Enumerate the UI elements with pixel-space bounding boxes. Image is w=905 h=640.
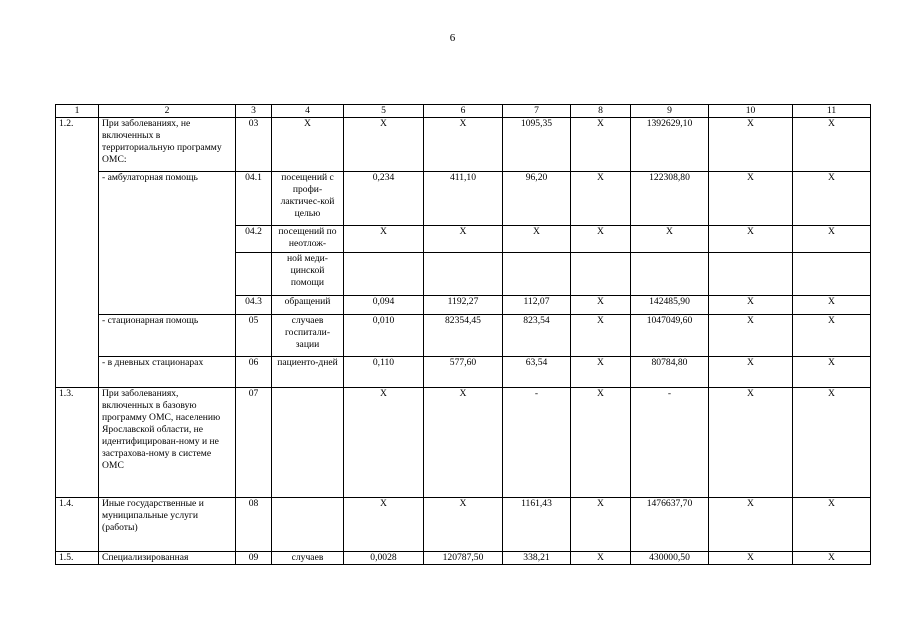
table-cell: 120787,50 (424, 552, 503, 565)
row-name: Иные государственные и муниципальные услуги (работы) (99, 498, 236, 552)
row-unit (272, 498, 344, 552)
table-cell (236, 253, 272, 296)
row-name: - в дневных стационарах (99, 357, 236, 388)
row-unit: случаев (272, 552, 344, 565)
header-cell: 9 (631, 105, 709, 118)
table-cell: Х (793, 388, 871, 498)
table-cell: Х (793, 296, 871, 315)
header-cell: 10 (709, 105, 793, 118)
row-number: 1.3. (56, 388, 99, 498)
table-cell: Х (709, 172, 793, 226)
budget-table (55, 104, 871, 565)
table-cell: 823,54 (503, 315, 571, 357)
row-unit: случаев госпитали-зации (272, 315, 344, 357)
table-cell: Х (571, 388, 631, 498)
table-row (56, 315, 871, 357)
table-cell: 1161,43 (503, 498, 571, 552)
table-cell: 0,094 (344, 296, 424, 315)
table-cell: 1095,35 (503, 118, 571, 172)
table-cell: 0,110 (344, 357, 424, 388)
table-cell: 430000,50 (631, 552, 709, 565)
table-cell: 338,21 (503, 552, 571, 565)
row-unit: посещений по неотлож- (272, 226, 344, 253)
row-unit: Х (272, 118, 344, 172)
row-name: Специализированная (99, 552, 236, 565)
header-cell: 11 (793, 105, 871, 118)
table-cell: 82354,45 (424, 315, 503, 357)
table-row (56, 498, 871, 552)
table-cell: Х (793, 357, 871, 388)
table-cell: Х (709, 226, 793, 253)
row-name: - амбулаторная помощь (99, 172, 236, 315)
row-name: При заболеваниях, включенных в базовую программу ОМС, населению Ярославской области, не идентифицирован-ному и не застрахова-ному в системе ОМС (99, 388, 236, 498)
table-cell: Х (709, 296, 793, 315)
table-cell (503, 253, 571, 296)
header-cell: 8 (571, 105, 631, 118)
table-cell: 0,010 (344, 315, 424, 357)
row-unit: обращений (272, 296, 344, 315)
table-cell (424, 253, 503, 296)
table-cell: 1192,27 (424, 296, 503, 315)
header-cell: 3 (236, 105, 272, 118)
header-cell: 7 (503, 105, 571, 118)
table-cell: Х (571, 226, 631, 253)
table-cell: Х (571, 498, 631, 552)
table-cell (709, 253, 793, 296)
page-number: 6 (449, 32, 456, 44)
row-number: 1.2. (56, 118, 99, 388)
row-number: 1.4. (56, 498, 99, 552)
row-code: 03 (236, 118, 272, 172)
table-cell: 1392629,10 (631, 118, 709, 172)
table-cell: Х (793, 552, 871, 565)
table-cell: 122308,80 (631, 172, 709, 226)
table-cell: Х (709, 118, 793, 172)
header-cell: 6 (424, 105, 503, 118)
row-unit (272, 388, 344, 498)
table-row (56, 357, 871, 388)
table-cell: Х (503, 226, 571, 253)
table-cell: - (503, 388, 571, 498)
table-cell: Х (344, 118, 424, 172)
table-cell: Х (571, 552, 631, 565)
table-cell: Х (424, 388, 503, 498)
table-cell (793, 253, 871, 296)
table-cell: Х (571, 172, 631, 226)
table-cell: 577,60 (424, 357, 503, 388)
table-cell: Х (793, 226, 871, 253)
table-cell: Х (344, 226, 424, 253)
table-row (56, 552, 871, 565)
table-cell: 63,54 (503, 357, 571, 388)
table-cell: 0,0028 (344, 552, 424, 565)
table-cell: Х (571, 357, 631, 388)
row-code: 06 (236, 357, 272, 388)
table-cell: Х (344, 388, 424, 498)
row-number: 1.5. (56, 552, 99, 565)
table-row (56, 388, 871, 498)
table-cell: Х (424, 118, 503, 172)
table-cell: Х (793, 172, 871, 226)
table-cell: Х (793, 118, 871, 172)
table-cell: 80784,80 (631, 357, 709, 388)
row-unit: ной меди-цинской помощи (272, 253, 344, 296)
table-cell: Х (709, 498, 793, 552)
table-cell: 1047049,60 (631, 315, 709, 357)
table-cell (344, 253, 424, 296)
row-name: - стационарная помощь (99, 315, 236, 357)
table-cell: 142485,90 (631, 296, 709, 315)
table-cell: Х (424, 226, 503, 253)
row-code: 04.3 (236, 296, 272, 315)
row-code: 05 (236, 315, 272, 357)
table-cell (571, 253, 631, 296)
table-cell: 112,07 (503, 296, 571, 315)
row-code: 09 (236, 552, 272, 565)
table-cell: 411,10 (424, 172, 503, 226)
table-cell: Х (571, 315, 631, 357)
table-cell: Х (709, 552, 793, 565)
row-code: 08 (236, 498, 272, 552)
table-cell: Х (793, 498, 871, 552)
row-unit: посещений с профи-лактичес-кой целью (272, 172, 344, 226)
table-cell: - (631, 388, 709, 498)
table-cell (631, 253, 709, 296)
table-row (56, 172, 871, 226)
row-unit: пациенто-дней (272, 357, 344, 388)
header-row (56, 105, 871, 118)
table-cell: Х (631, 226, 709, 253)
table-cell: 96,20 (503, 172, 571, 226)
table-cell: 1476637,70 (631, 498, 709, 552)
table-cell: Х (571, 118, 631, 172)
table-cell: Х (709, 357, 793, 388)
row-code: 04.2 (236, 226, 272, 253)
header-cell: 4 (272, 105, 344, 118)
table-cell: 0,234 (344, 172, 424, 226)
header-cell: 5 (344, 105, 424, 118)
row-name: При заболеваниях, не включенных в территориальную программу ОМС: (99, 118, 236, 172)
table-cell: Х (793, 315, 871, 357)
table-cell: Х (571, 296, 631, 315)
table-cell: Х (709, 388, 793, 498)
table-row (56, 118, 871, 172)
header-cell: 1 (56, 105, 99, 118)
header-cell: 2 (99, 105, 236, 118)
row-code: 04.1 (236, 172, 272, 226)
row-code: 07 (236, 388, 272, 498)
table-cell: Х (344, 498, 424, 552)
table-cell: Х (709, 315, 793, 357)
table-cell: Х (424, 498, 503, 552)
